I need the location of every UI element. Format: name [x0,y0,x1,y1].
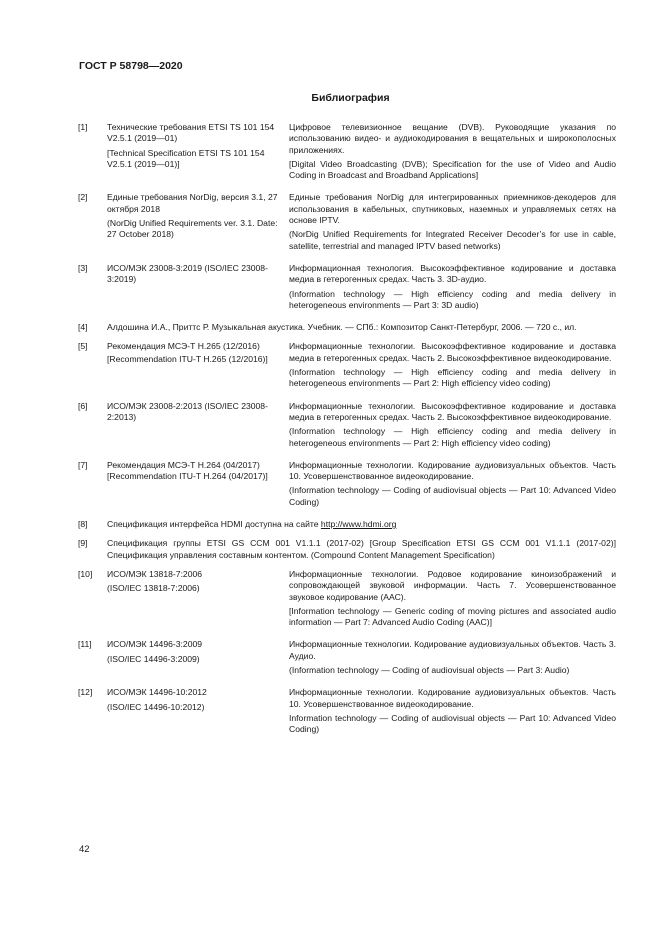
reference-designation [107,122,289,184]
reference-full-text [107,538,616,561]
designation-text: [Technical Specification ETSI TS 101 154 V2.5.1 (2019—01)] [107,147,265,169]
title-text: Информационные технологии. Кодирование аудиовизуальных объектов. Часть 3. Аудио. [289,639,616,661]
title-text: (Information technology — Coding of audiovisual objects — Part 10: Advanced Video Coding) [289,485,616,507]
reference-item [78,322,616,333]
bibliography-list [78,122,616,746]
title-text: Информационные технологии. Кодирование аудиовизуальных объектов. Часть 10. Усовершенствованное видеокодирование. [289,687,616,709]
reference-number: [4] [78,322,88,333]
reference-item [78,519,616,530]
title-text: Информационные технологии. Высокоэффективное кодирование и доставка медиа в гетерогенных средах. Часть 2. Высокоэффективное видеокодирование. [289,341,616,363]
document-header: ГОСТ Р 58798—2020 [79,60,183,72]
reference-title [289,122,616,184]
title-text: Информационные технологии. Родовое кодирование киноизображений и сопровождающей звуковой информации. Часть 7. Усовершенствованное звуковое кодирование (ААС). [289,568,616,602]
title-text: Информационные технологии. Кодирование аудиовизуальных объектов. Часть 10. Усовершенствованное видеокодирование. [289,459,616,482]
reference-title [289,192,616,254]
reference-designation [107,639,289,679]
full-text-prefix: Спецификация интерфейса HDMI доступна на сайте [107,519,321,530]
reference-item [78,538,616,561]
reference-number: [11] [78,639,92,650]
reference-designation [107,263,289,314]
designation-text: Рекомендация МСЭ-Т H.265 (12/2016) [107,341,260,352]
reference-number: [8] [78,519,88,530]
reference-designation [107,569,289,631]
title-text: [Digital Video Broadcasting (DVB); Specification for the use of Video and Audio Coding in Broadcast and Broadband Applications] [289,158,616,181]
designation-text: ИСО/МЭК 14496-10:2012 [107,687,207,698]
full-text: Алдошина И.А., Приттс Р. Музыкальная акустика. Учебник. — СПб.: Композитор Санкт-Петербург, 2006. — 720 с., ил. [107,322,577,333]
full-text [107,519,616,530]
title-text: Цифровое телевизионное вещание (DVB). Руководящие указания по использованию видео- и аудиокодирования в вещательных и широкополосных приложениях. [289,122,616,155]
page-title: Библиография [311,92,390,104]
reference-title [289,263,616,314]
reference-number: [7] [78,459,88,470]
reference-item [78,401,616,452]
designation-text: (ISO/IEC 13818-7:2006) [107,583,200,594]
designation-text: ИСО/МЭК 13818-7:2006 [107,568,203,579]
page-number: 42 [79,844,90,855]
reference-designation [107,401,289,452]
reference-item [78,263,616,314]
reference-designation [107,460,289,511]
designation-text: Рекомендация МСЭ-Т H.264 (04/2017) [Recommendation ITU-T H.264 (04/2017)] [107,459,268,482]
reference-number: [1] [78,122,88,132]
reference-number: [2] [78,192,88,203]
reference-number: [3] [78,262,88,273]
reference-item [78,122,616,184]
reference-item [78,341,616,392]
reference-designation [107,192,289,254]
reference-title [289,569,616,631]
full-text: Спецификация группы ETSI GS CCM 001 V1.1.1 (2017-02) [Group Specification ETSI GS CCM 001 V1.1.1 (2017-02)] Спецификация управления составным контентом. (Compound Content Management Specification) [107,538,616,560]
reference-designation [107,687,289,738]
reference-item [78,460,616,511]
designation-text: ИСО/МЭК 23008-3:2019 (ISO/IEC 23008-3:2019) [107,262,268,285]
title-text: Информационная технология. Высокоэффективное кодирование и доставка медиа в гетерогенных средах. Часть 3. 3D-аудио. [289,262,616,285]
designation-text: Технические требования ETSI TS 101 154 V2.5.1 (2019—01) [107,122,275,144]
title-text: [Information technology — Generic coding of moving pictures and associated audio information — Part 7: Advanced Audio Coding (AAC)] [289,605,616,628]
title-text: Информационные технологии. Высокоэффективное кодирование и доставка медиа в гетерогенных средах. Часть 2. Высокоэффективное видеокодирование. [289,400,616,422]
title-text: (Information technology — High efficiency coding and media delivery in heterogeneous environments — Part 2: High efficiency video coding) [289,367,616,389]
reference-number: [5] [78,341,88,352]
designation-text: ИСО/МЭК 14496-3:2009 [107,639,203,650]
reference-title [289,401,616,452]
reference-title [289,460,616,511]
reference-number: [6] [78,400,88,411]
reference-item [78,569,616,631]
reference-number: [10] [78,568,93,579]
title-text: Единые требования NorDig для интегрированных приемников-декодеров для использования в кабельных, спутниковых, наземных и управляемых сетях на основе IPTV. [289,192,616,226]
reference-title [289,639,616,679]
reference-number: [12] [78,687,93,698]
reference-item [78,639,616,679]
reference-number: [9] [78,538,88,549]
reference-full-text [107,519,616,530]
reference-item [78,687,616,738]
designation-text: Единые требования NorDig, версия 3.1, 27 октября 2018 [107,192,278,214]
title-text: (Information technology — Coding of audiovisual objects — Part 3: Audio) [289,664,570,675]
hdmi-link[interactable]: http://www.hdmi.org [320,519,397,530]
designation-text: (ISO/IEC 14496-3:2009) [107,653,200,664]
title-text: (Information technology — High efficiency coding and media delivery in heterogeneous environments — Part 2: High efficiency video coding) [289,426,616,448]
designation-text: (NorDig Unified Requirements ver. 3.1. Date: 27 October 2018) [107,218,278,240]
designation-text: [Recommendation ITU-T H.265 (12/2016)] [107,353,268,364]
designation-text: ИСО/МЭК 23008-2:2013 (ISO/IEC 23008-2:2013) [107,400,268,422]
designation-text: (ISO/IEC 14496-10:2012) [107,701,205,712]
title-text: (NorDig Unified Requirements for Integrated Receiver Decoder’s for use in cable, satellite, terrestrial and managed IPTV based networks) [289,229,616,251]
reference-item [78,192,616,254]
reference-title [289,687,616,738]
title-text: (Information technology — High efficiency coding and media delivery in heterogeneous environments — Part 3: 3D audio) [289,288,616,310]
reference-designation [107,341,289,392]
reference-full-text [107,322,616,333]
title-text: Information technology — Coding of audiovisual objects — Part 10: Advanced Video Coding) [289,712,616,735]
reference-title [289,341,616,392]
